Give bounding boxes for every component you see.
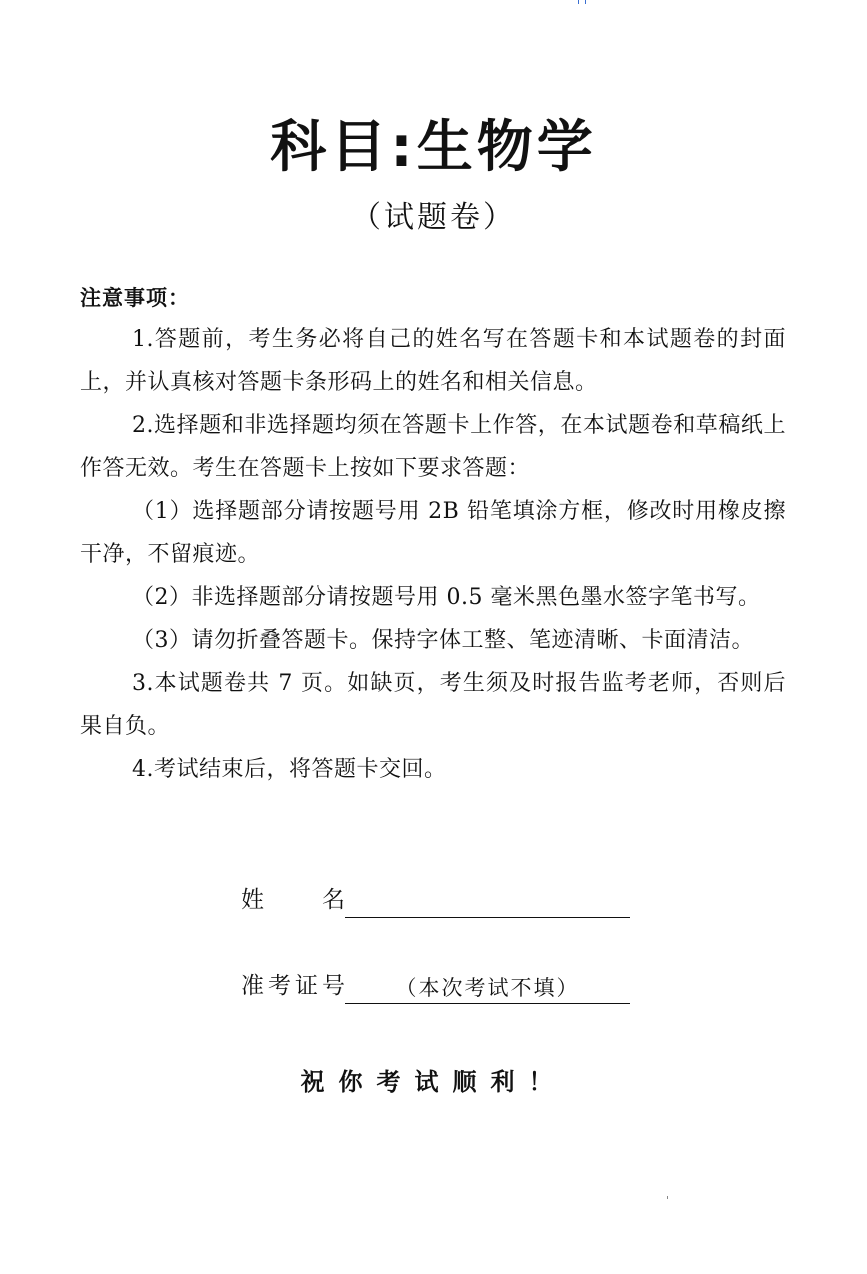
notice-item: （3）请勿折叠答题卡。保持字体工整、笔迹清晰、卡面清洁。: [132, 628, 754, 653]
exam-id-label: 准考证号: [241, 973, 345, 999]
exam-id-field: [241, 968, 630, 1004]
notice-item: 3.本试题卷共 7 页。如缺页，考生须及时报告监考老师，否则后果自负。: [80, 671, 786, 739]
good-luck-message: 祝你考试顺利！: [300, 1068, 567, 1096]
scan-mark-top: [578, 0, 586, 4]
notice-item: 1.答题前，考生务必将自己的姓名写在答题卡和本试题卷的封面上，并认真核对答题卡条形码上的姓名和相关信息。: [80, 327, 786, 395]
notice-item: 4.考试结束后，将答题卡交回。: [132, 757, 447, 782]
name-input-line[interactable]: [345, 887, 630, 918]
notice-item: （1）选择题部分请按题号用 2B 铅笔填涂方框，修改时用橡皮擦干净，不留痕迹。: [80, 499, 786, 567]
name-field: [241, 882, 630, 918]
notice-heading: 注意事项：: [80, 286, 190, 310]
paper-type-subtitle: （试题卷）: [351, 200, 516, 235]
subject-title: 科目:生物学: [270, 115, 597, 180]
exam-id-input-line[interactable]: （本次考试不填）: [345, 973, 630, 1004]
notice-item: （2）非选择题部分请按题号用 0.5 毫米黑色墨水签字笔书写。: [132, 585, 761, 610]
notice-item: 2.选择题和非选择题均须在答题卡上作答，在本试题卷和草稿纸上作答无效。考生在答题卡上按如下要求答题：: [80, 413, 786, 481]
name-label: 姓 名: [241, 887, 345, 913]
notice-list: [80, 318, 786, 791]
scan-mark-bottom: [667, 1196, 668, 1199]
